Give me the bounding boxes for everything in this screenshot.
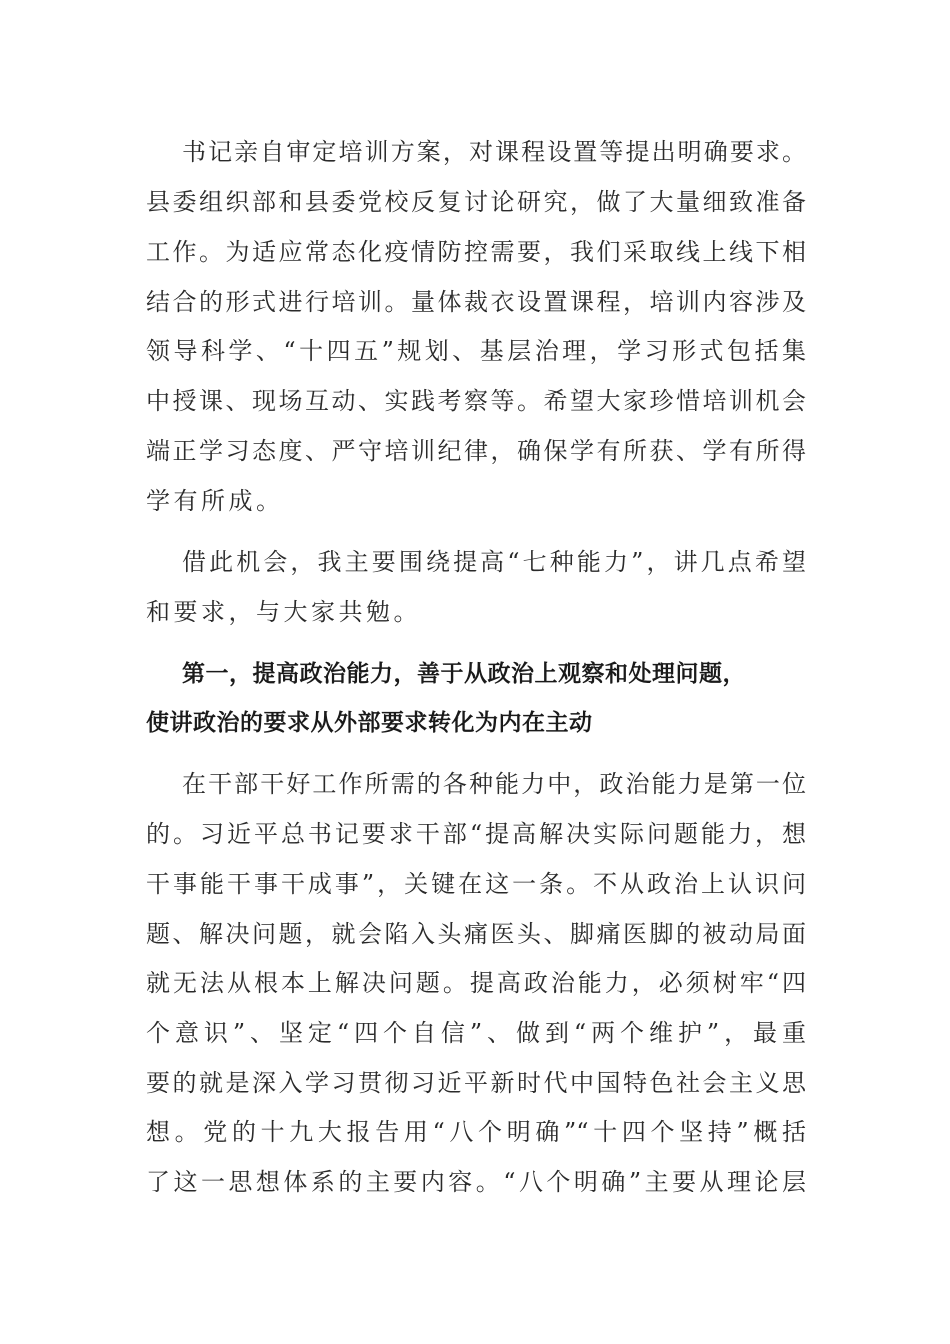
paragraph-1-line-3: 工作。为适应常态化疫情防控需要，我们采取线上线下相 <box>146 238 806 266</box>
paragraph-1-line-4: 结合的形式进行培训。量体裁衣设置课程，培训内容涉及 <box>146 288 806 316</box>
paragraph-3-line-5: 就无法从根本上解决问题。提高政治能力，必须树牢“四 <box>146 969 806 997</box>
paragraph-1-line-8: 学有所成。 <box>146 487 284 515</box>
paragraph-3-line-7: 要的就是深入学习贯彻习近平新时代中国特色社会主义思 <box>146 1069 806 1097</box>
paragraph-1-line-1: 书记亲自审定培训方案，对课程设置等提出明确要求。 <box>182 138 806 166</box>
paragraph-3-line-4: 题、解决问题，就会陷入头痛医头、脚痛医脚的被动局面 <box>146 920 806 948</box>
paragraph-3-line-8: 想。党的十九大报告用“八个明确”“十四个坚持”概括 <box>146 1118 806 1146</box>
paragraph-3-line-3: 干事能干事干成事”，关键在这一条。不从政治上认识问 <box>146 870 806 898</box>
paragraph-3-line-1: 在干部干好工作所需的各种能力中，政治能力是第一位 <box>182 770 806 798</box>
paragraph-3-line-6: 个意识”、坚定“四个自信”、做到“两个维护”，最重 <box>146 1019 806 1047</box>
section-heading-line-1: 第一，提高政治能力，善于从政治上观察和处理问题， <box>182 661 746 687</box>
paragraph-1-line-5: 领导科学、“十四五”规划、基层治理，学习形式包括集 <box>146 337 806 365</box>
paragraph-1-line-2: 县委组织部和县委党校反复讨论研究，做了大量细致准备 <box>146 188 806 216</box>
paragraph-2-line-1: 借此机会，我主要围绕提高“七种能力”，讲几点希望 <box>182 548 806 576</box>
paragraph-1-line-6: 中授课、现场互动、实践考察等。希望大家珍惜培训机会 <box>146 387 806 415</box>
paragraph-3-line-2: 的。习近平总书记要求干部“提高解决实际问题能力，想 <box>146 820 806 848</box>
paragraph-1-line-7: 端正学习态度、严守培训纪律，确保学有所获、学有所得 <box>146 437 806 465</box>
paragraph-3-line-9: 了这一思想体系的主要内容。“八个明确”主要从理论层 <box>146 1168 806 1196</box>
paragraph-2-line-2: 和要求，与大家共勉。 <box>146 598 421 626</box>
section-heading-line-2: 使讲政治的要求从外部要求转化为内在主动 <box>146 710 593 736</box>
